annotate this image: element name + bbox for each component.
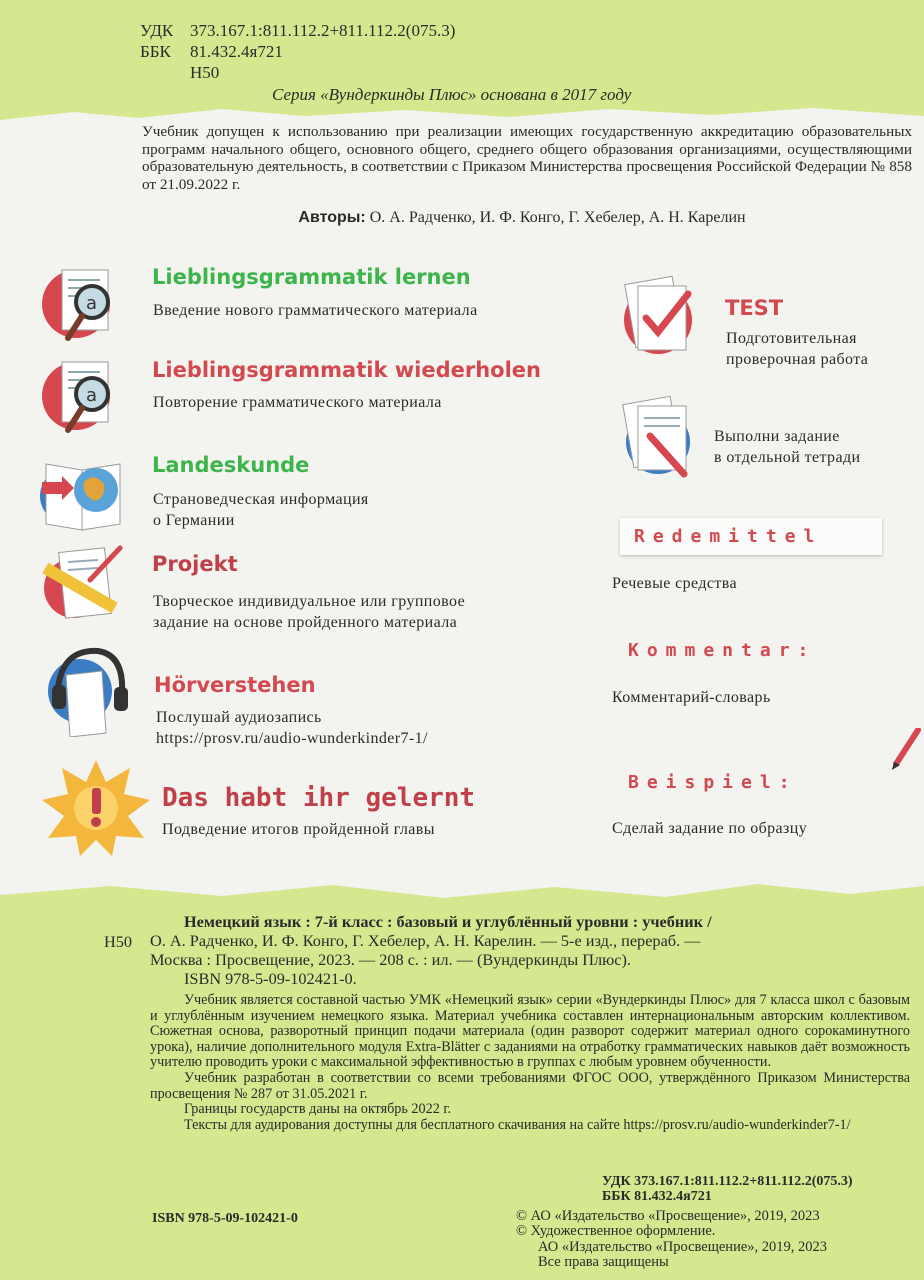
classification-codes [140,20,455,83]
magnifier-document-icon [38,258,130,350]
legend-title-projekt: Projekt [152,552,238,576]
bbk-value: 81.432.4я721 [190,42,283,61]
author-mark: Н50 [190,63,220,82]
udk-value: 373.167.1:811.112.2+811.112.2(075.3) [190,21,456,40]
legend-title-grammar-learn: Lieblingsgrammatik lernen [152,265,471,289]
legend-desc-test: Подготовительная проверочная работа [726,330,869,368]
svg-text:a: a [86,293,98,314]
pencil-icon [888,728,922,772]
series-note: Серия «Вундеркинды Плюс» основана в 2017 году [272,85,632,104]
legend-title-test: TEST [725,296,784,320]
legend-title-landeskunde: Landeskunde [152,453,310,477]
banner-beispiel: Beispiel: [628,772,798,793]
banner-desc-redemittel: Речевые средства [612,575,738,592]
legend-desc-landeskunde: Страноведческая информация о Германии [153,491,369,529]
authors-label: Авторы: [298,209,366,226]
legend-desc-grammar-repeat: Повторение грамматического материала [153,394,442,411]
footer-isbn: ISBN 978-5-09-102421-0 [152,1211,298,1226]
book-description: Учебник является составной частью УМК «Немецкий язык» серии «Вундеркинды Плюс» для 7 класса школ с базовым и углублённым изучением немецкого языка. Материал учебника составлен интернациональным авторским коллективом. Сюжетная основа, разворотный принцип подачи материала (один разворот содержит материал одного сорокаминутного урока), наличие дополнительного модуля Extra-Blätter с заданиями на отработку грамматических навыков даёт возможность учителю проводить уроки с максимальной эффективностью в группах с любым уровнем обученности. Учебник разработан в соответствии со всеми требованиями ФГОС ООО, утверждённого Приказом Министерства просвещения № 287 от 31.05.2021 г. Границы государств даны на октябрь 2022 г. Тексты для аудирования доступны для бесплатного скачивания на сайте https://prosv.ru/audio-wunderkinder7-1/ [150,992,910,1133]
pen-notebook-icon [612,392,704,484]
copyright-block: © АО «Издательство «Просвещение», 2019, 2023 © Художественное оформление. АО «Издательство «Просвещение», 2019, 2023 Все права защищены [516,1208,828,1271]
audio-link[interactable]: https://prosv.ru/audio-wunderkinder7-1/ [156,730,428,747]
checkmark-document-icon [612,272,704,364]
legend-desc-grammar-learn: Введение нового грамматического материала [153,302,478,319]
footer-codes: УДК 373.167.1:811.112.2+811.112.2(075.3) ББК 81.432.4я721 [602,1174,853,1204]
bib-author-mark: Н50 [104,932,133,951]
banner-desc-kommentar: Комментарий-словарь [612,689,771,706]
approval-text: Учебник допущен к использованию при реализации имеющих государственную аккредитацию образовательных программ начального общего, основного общего, среднего общего образования организациями, осуществляющими образовательную деятельность, в соответствии с Приказом Министерства просвещения Российской Федерации № 858 от 21.09.2022 г. [142,123,912,193]
banner-redemittel: Redemittel [620,518,882,555]
globe-book-icon [38,446,130,538]
banner-kommentar: Kommentar: [628,640,817,661]
authors-names: О. А. Радченко, И. Ф. Конго, Г. Хебелер, А. Н. Карелин [369,209,746,226]
authors-line [0,209,924,227]
banner-desc-beispiel: Сделай задание по образцу [612,820,808,837]
legend-desc-notebook: Выполни задание в отдельной тетради [714,428,861,466]
bibliographic-record: Немецкий язык : 7-й класс : базовый и углублённый уровни : учебник / О. А. Радченко, И. Ф. Конго, Г. Хебелер, А. Н. Карелин. — 5-е изд., перераб. — Москва : Просвещение, 2023. — 208 с. : ил. — (Вундеркинды Плюс). ISBN 978-5-09-102421-0. [150,912,712,988]
udk-label: УДК [140,21,174,40]
magnifier-document-icon [38,350,130,442]
legend-title-hoerverstehen: Hörverstehen [154,673,316,697]
svg-text:a: a [86,385,98,406]
ruler-pencil-icon [38,540,130,632]
legend-desc-hoerverstehen: Послушай аудиозапись https://prosv.ru/audio-wunderkinder7-1/ [156,709,428,747]
legend-title-grammar-repeat: Lieblingsgrammatik wiederholen [152,358,541,382]
legend-desc-projekt: Творческое индивидуальное или групповое задание на основе пройденного материала [153,593,466,631]
headphones-icon [38,645,130,737]
bbk-label: ББК [140,42,171,61]
exclamation-star-icon [40,758,152,858]
legend-title-summary: Das habt ihr gelernt [162,783,476,813]
legend-desc-summary: Подведение итогов пройденной главы [162,821,435,838]
